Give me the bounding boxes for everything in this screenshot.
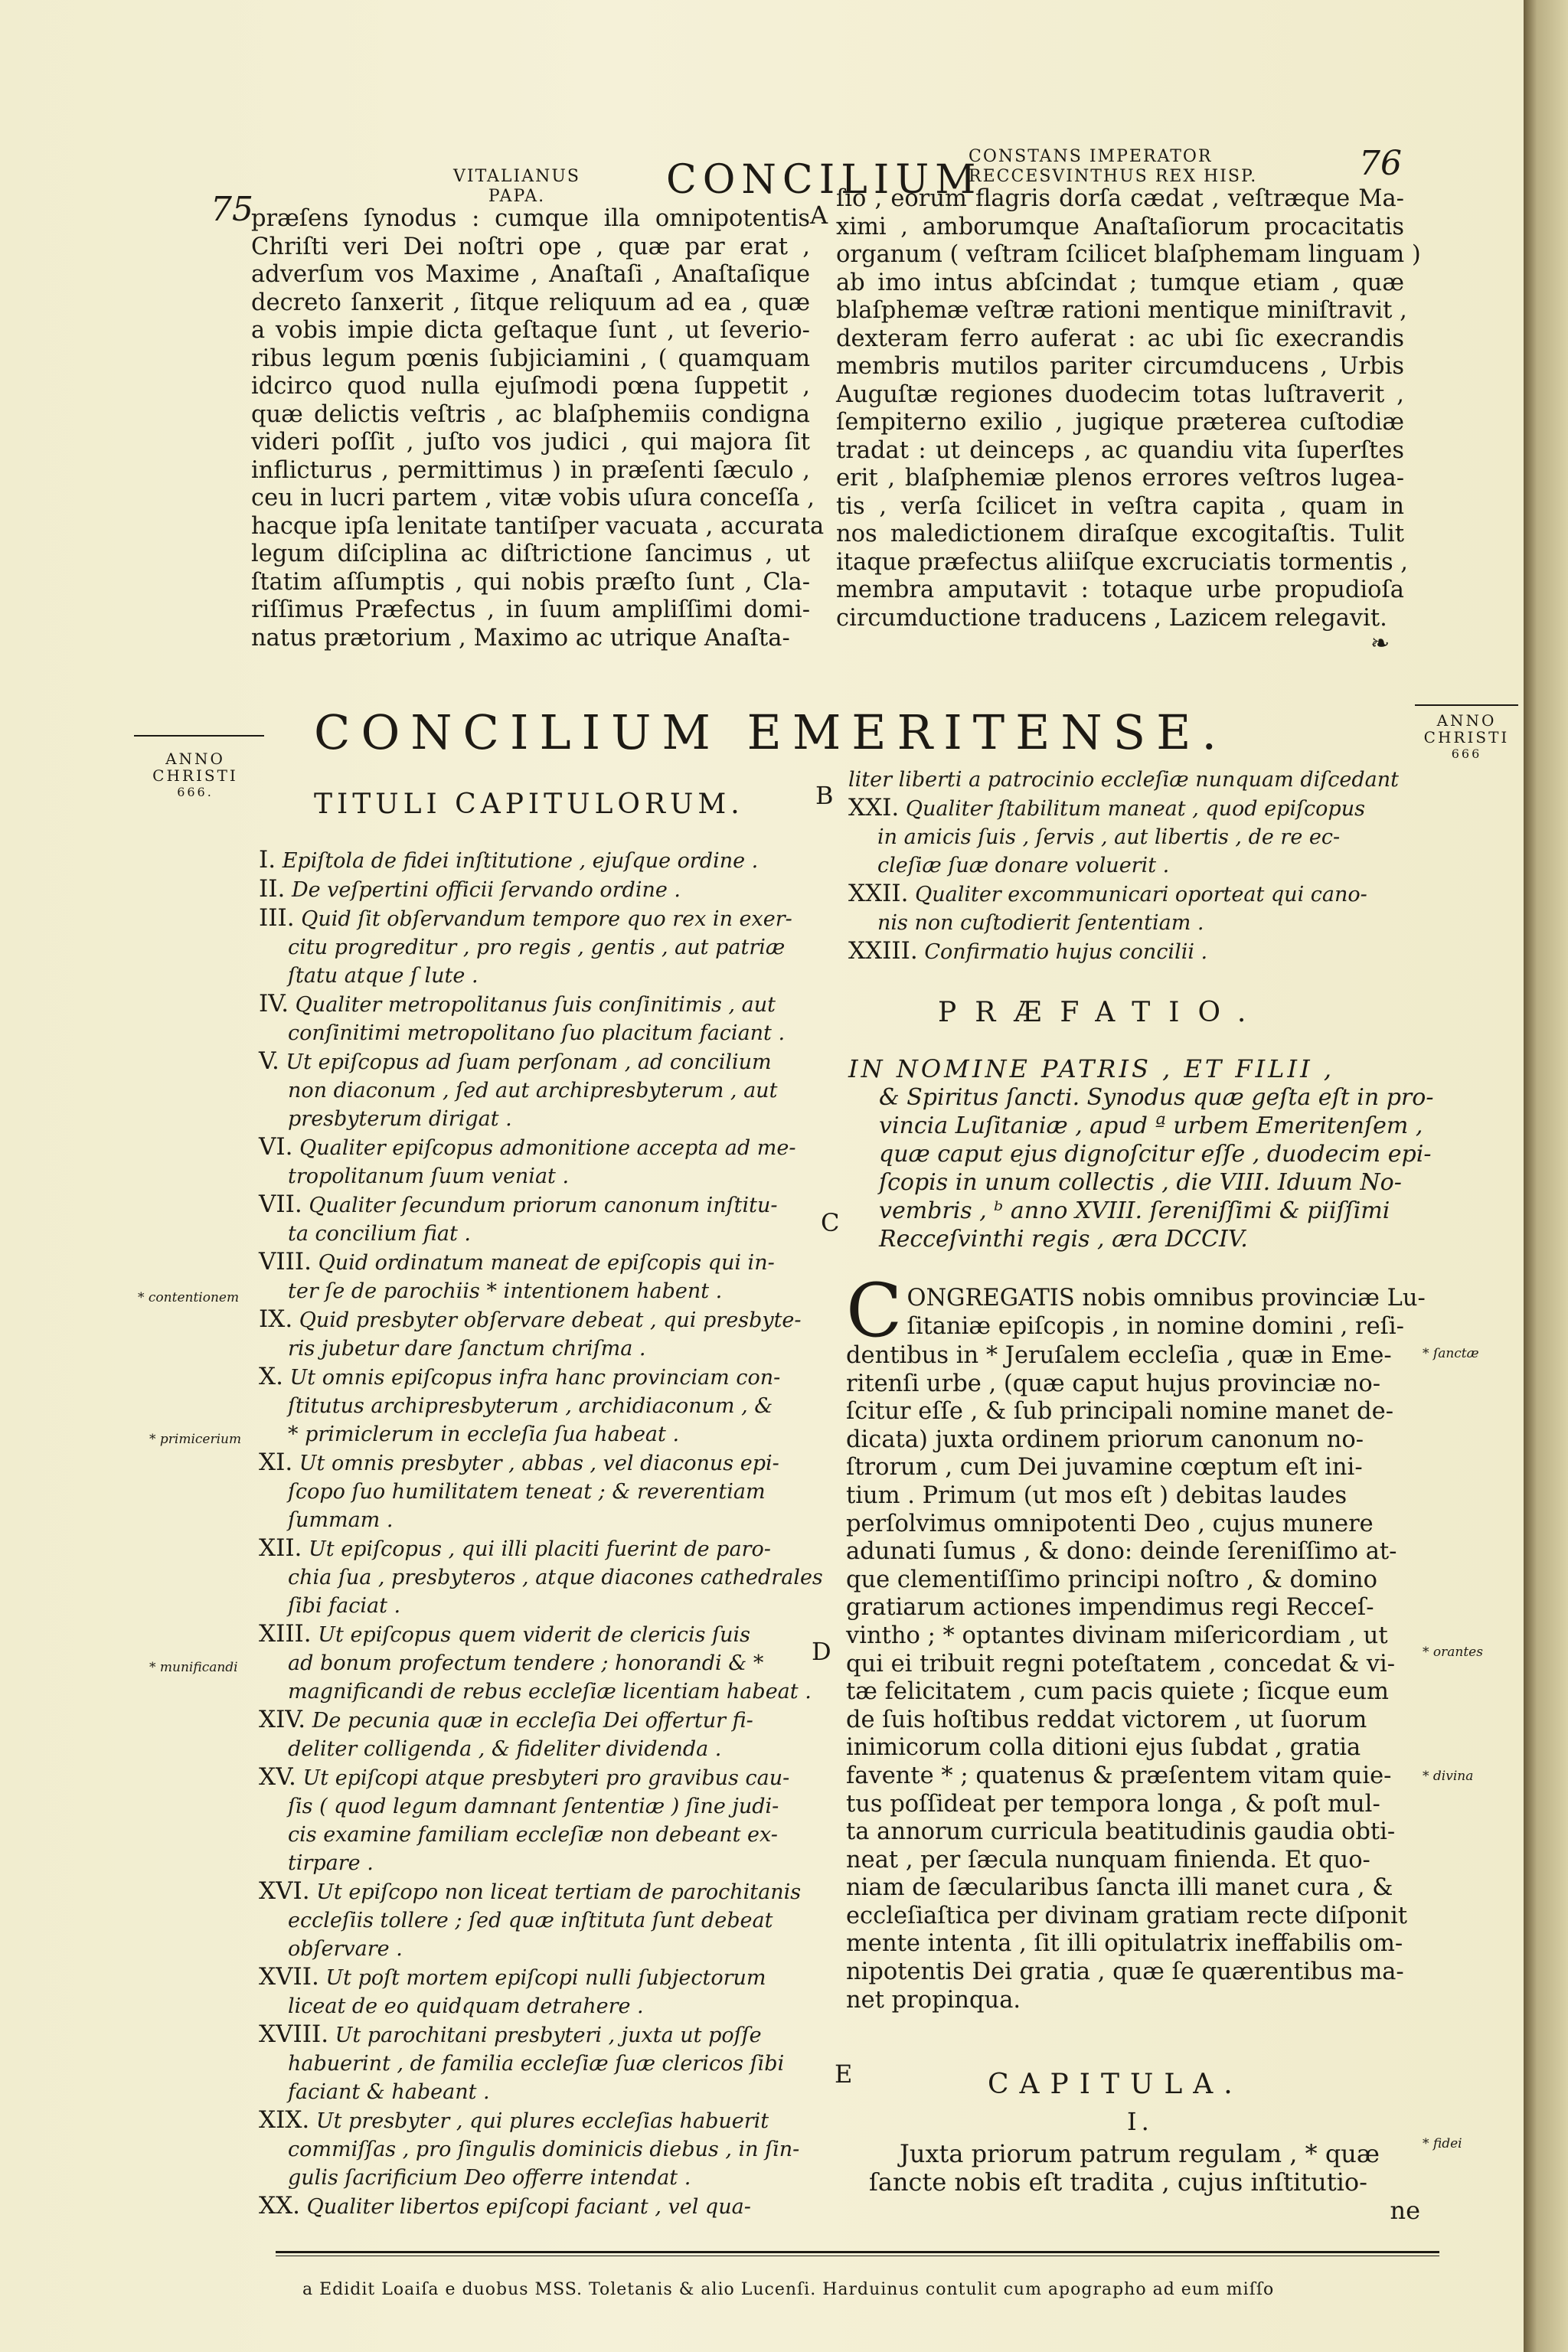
titulus-number: X. (259, 1363, 283, 1390)
titulus-text: Ut presbyter , qui plures eccleſias habuerit (315, 2109, 769, 2133)
titulus-item (259, 1706, 825, 1763)
titulus-number: VI. (259, 1133, 293, 1161)
titulus-text: Qualiter epiſcopus admonitione accepta ad me- (299, 1136, 796, 1160)
titulus-text: liter liberti a patrocinio eccleſiæ nunquam diſcedant (848, 768, 1399, 792)
titulus-line: conſinitimi metropolitano ſuo placitum faciant . (288, 1021, 786, 1045)
titulus-line (259, 1305, 825, 1334)
titulus-text: Epiſtola de fidei inſtitutione , ejuſque ordine . (282, 849, 759, 873)
titulus-line: * primiclerum in eccleſia ſua habeat . (288, 1423, 680, 1446)
titulus-text: Ut omnis presbyter , abbas , vel diaconus epi- (299, 1452, 779, 1475)
titulus-number: XV. (259, 1763, 296, 1791)
text-line: adverſum vos Maxime , Anaſtaſi , Anaſtaſique (251, 261, 810, 288)
titulus-item (259, 1963, 825, 2020)
margin-note: * munificandi (149, 1660, 238, 1675)
titulus-number: XX. (259, 2192, 300, 2220)
titulus-line (848, 766, 1430, 794)
titulus-text: Ut poſt mortem epiſcopi nulli ſubjectorum (325, 1966, 766, 1990)
titulus-item (848, 794, 1430, 880)
titulus-item (259, 2192, 825, 2221)
titulus-text: Qualiter ſtabilitum maneat , quod epiſcopus (905, 797, 1365, 821)
titulus-line: tirpare . (288, 1851, 374, 1875)
right-running-head (969, 147, 1257, 187)
body-first-line: ONGREGATIS nobis omnibus provinciæ Lu- (906, 1285, 1426, 1312)
praefatio-line: vembris , ᵇ anno XVIII. ſereniſſimi & piiſſimi (879, 1197, 1390, 1224)
titulus-line: nis non cuſtodierit ſententiam . (877, 911, 1204, 935)
text-line: ribus legum pœnis ſubjiciamini , ( quamquam (251, 345, 810, 372)
text-line: itaque præfectus aliiſque excruciatis tormentis , (836, 548, 1408, 576)
body-line: mente intenta , ſit illi opitulatrix ineffabilis om- (846, 1930, 1403, 1958)
tituli-heading: TITULI CAPITULORUM. (314, 789, 744, 820)
titulus-line (259, 1449, 825, 1478)
titulus-item (259, 1620, 825, 1706)
titulus-item (848, 937, 1430, 966)
titulus-item (848, 766, 1430, 794)
titulus-text: Ut epiſcopo non liceat tertiam de parochitanis (316, 1880, 802, 1904)
body-line: ſcitur eſſe , & ſub principali nomine manet de- (846, 1398, 1394, 1426)
titulus-text: Quid ſit obſervandum tempore quo rex in exer- (301, 907, 792, 931)
titulus-line (259, 1534, 825, 1563)
text-line: riſſimus Præfectus , in ſuum ampliſſimi domi- (251, 596, 810, 623)
titulus-number: XI. (259, 1449, 293, 1476)
capitula-heading: CAPITULA. (988, 2069, 1243, 2100)
facing-page-edge (1524, 0, 1568, 2352)
titulus-text: Ut epiſcopus quem viderit de clericis ſuis (318, 1623, 750, 1647)
titulus-item (259, 2106, 825, 2192)
titulus-line (259, 875, 825, 904)
titulus-line (259, 846, 825, 875)
titulus-line (259, 1963, 825, 1992)
tituli-list-right (848, 766, 1430, 966)
title-rule-left (134, 735, 264, 737)
titulus-text: Qualiter libertos epiſcopi faciant , vel qua- (306, 2195, 751, 2219)
body-line: inimicorum colla ditioni ejus ſubdat , gratia (846, 1734, 1361, 1762)
anno-line: CHRISTI (1423, 728, 1510, 746)
titulus-line: in amicis ſuis , ſervis , aut libertis , de re ec- (877, 825, 1341, 849)
header-title: CONCILIUM (666, 157, 982, 203)
titulus-text: Ut omnis epiſcopus infra hanc provinciam con- (289, 1366, 781, 1390)
titulus-item (259, 1763, 825, 1877)
titulus-text: Qualiter ſecundum priorum canonum inſtitu- (309, 1194, 778, 1217)
titulus-line (259, 904, 825, 933)
titulus-line (259, 1363, 825, 1392)
titulus-line (259, 1133, 825, 1162)
titulus-number: XXIII. (848, 937, 918, 965)
right-page-number: 76 (1359, 144, 1402, 183)
titulus-text: Ut epiſcopus , qui illi placiti fuerint de paro- (309, 1537, 771, 1561)
body-line: ritenſi urbe , (quæ caput hujus provinciæ no- (846, 1370, 1381, 1397)
titulus-line (259, 1706, 825, 1735)
praefatio-line: IN NOMINE PATRIS , ET FILII , (848, 1054, 1335, 1083)
body-text (846, 1342, 1443, 2014)
running-head-line: RECCESVINTHUS REX HISP. (969, 167, 1258, 186)
capitula-number: I. (1127, 2107, 1154, 2136)
titulus-item (259, 1877, 825, 1963)
titulus-line: ris jubetur dare ſanctum chriſma . (288, 1337, 646, 1361)
titulus-line (259, 990, 825, 1019)
text-line: blaſphemæ veſtræ rationi mentique miniſtravit , (836, 297, 1407, 324)
praefatio-line: quæ caput ejus dignoſcitur eſſe , duodecim epi- (879, 1141, 1432, 1168)
titulus-line: chia ſua , presbyteros , atque diacones cathedrales (288, 1566, 823, 1589)
left-running-head (440, 167, 593, 207)
text-line: tis , verſa ſcilicet in veſtra capita , quam in (836, 492, 1404, 520)
titulus-item (259, 1133, 825, 1191)
body-line: niam de ſæcularibus ſancta illi manet cura , & (846, 1874, 1393, 1902)
text-line: a vobis impie dicta geſtaque ſunt , ut ſeverio- (251, 317, 810, 344)
capitula-line: ne (1390, 2196, 1420, 2225)
body-line: dicata) juxta ordinem priorum canonum no- (846, 1426, 1364, 1453)
titulus-item (259, 846, 825, 875)
footnote-rule (276, 2251, 1439, 2253)
body-line: nipotentis Dei gratia , quæ ſe quærentibus ma- (846, 1958, 1404, 1986)
titulus-text: Ut epiſcopi atque presbyteri pro gravibus cau- (302, 1766, 790, 1790)
titulus-number: V. (259, 1047, 279, 1075)
titulus-item (259, 1191, 825, 1248)
margin-note: * ſanctæ (1423, 1346, 1479, 1361)
text-line: hacque ipſa lenitate tantiſper vacuata , accurata (251, 512, 825, 540)
titulus-text: Ut parochitani presbyteri , juxta ut poſſe (335, 2024, 762, 2047)
titulus-line: presbyterum dirigat . (288, 1107, 512, 1131)
body-line: gratiarum actiones impendimus regi Recceſ- (846, 1594, 1374, 1622)
titulus-line: ad bonum profectum tendere ; honorandi & * (288, 1651, 764, 1675)
body-line: tium . Primum (ut mos eſt ) debitas laudes (846, 1481, 1348, 1509)
titulus-line (259, 1620, 825, 1649)
anno-year: 666 (1451, 746, 1482, 761)
text-line: ſempiterno exilio , jugique præterea cuſtodiæ (836, 409, 1404, 436)
titulus-number: XIII. (259, 1620, 312, 1648)
title-rule-right (1415, 704, 1518, 706)
titulus-text: Qualiter excommunicari oporteat qui cano- (915, 883, 1367, 906)
drop-cap: C (846, 1268, 903, 1354)
titulus-number: IV. (259, 990, 289, 1018)
anno-line: CHRISTI (152, 766, 238, 785)
titulus-line (259, 1763, 825, 1792)
titulus-text: Confirmatio hujus concilii . (924, 940, 1208, 964)
titulus-item (259, 1047, 825, 1133)
titulus-text: Quid presbyter obſervare debeat , qui presbyte- (299, 1308, 802, 1332)
body-line: net propinqua. (846, 1986, 1021, 2014)
titulus-line (259, 1248, 825, 1277)
titulus-line (259, 1877, 825, 1906)
margin-note: * contentionem (138, 1290, 240, 1305)
main-title: CONCILIUM EMERITENSE. (314, 704, 1228, 760)
titulus-item (259, 990, 825, 1047)
running-head-line: PAPA. (488, 187, 546, 206)
titulus-number: IX. (259, 1305, 293, 1333)
body-line: de ſuis hoſtibus reddat victorem , ut ſuorum (846, 1706, 1367, 1733)
section-letter-d: D (812, 1637, 831, 1666)
text-line: membra amputavit : totaque urbe propudioſa (836, 577, 1404, 603)
text-line: ſtatim aſſumptis , qui nobis præſto ſunt , Cla- (251, 568, 810, 596)
body-line: vintho ; * optantes divinam miſericordiam , ut (846, 1622, 1388, 1649)
titulus-number: XXI. (848, 794, 900, 822)
titulus-line: faciant & habeant . (288, 2080, 490, 2104)
titulus-line: ſcopo ſuo humilitatem teneat ; & reverentiam (288, 1480, 766, 1504)
titulus-line: deliter colligenda , & fideliter dividenda . (288, 1737, 722, 1761)
titulus-line: ſtatu atque ſ lute . (288, 964, 479, 988)
text-line: circumductione traducens , Lazicem relegavit. (836, 604, 1387, 632)
left-page-number: 75 (211, 190, 253, 229)
titulus-line: commiſſas , pro ſingulis dominicis diebus , in ſin- (288, 2138, 800, 2161)
titulus-line: tropolitanum ſuum veniat . (288, 1165, 570, 1188)
section-letter-b: B (815, 781, 834, 810)
body-line: ta annorum curricula beatitudinis gaudia obti- (846, 1818, 1396, 1846)
titulus-line (848, 937, 1430, 966)
text-line: erit , blaſphemiæ plenos errores veſtros lugea- (836, 465, 1404, 492)
text-line: nos maledictionem diraſque excogitaſtis. Tulit (836, 521, 1404, 547)
tituli-list-left (259, 846, 825, 2221)
praefatio-heading: PRÆFATIO. (938, 997, 1265, 1028)
titulus-number: I. (259, 846, 276, 874)
text-line: natus prætorium , Maximo ac utrique Anaſta- (251, 624, 790, 652)
text-line: ceu in lucri partem , vitæ vobis uſura conceſſa , (251, 485, 815, 511)
text-line: ab imo intus abſcindat ; tumque etiam , quæ (836, 269, 1404, 296)
titulus-line: obſervare . (288, 1937, 403, 1961)
body-line: favente * ; quatenus & præſentem vitam quie- (846, 1762, 1392, 1789)
titulus-line (259, 2192, 825, 2221)
text-line: Auguſtæ regiones duodecim totas luſtraverit , (836, 381, 1404, 408)
titulus-number: XIV. (259, 1706, 306, 1733)
body-line: perſolvimus omnipotenti Deo , cujus munere (846, 1510, 1374, 1537)
text-line: legum diſciplina ac diſtrictione ſancimus , ut (251, 541, 810, 567)
titulus-item (259, 2020, 825, 2106)
text-line: ſio , eorum flagris dorſa cædat , veſtræque Ma- (836, 185, 1404, 212)
titulus-line: habuerint , de familia eccleſiæ ſuæ clericos ſibi (288, 2052, 785, 2076)
margin-note: * primicerium (149, 1432, 242, 1447)
capitula-line: ſancte nobis eſt tradita , cujus inſtitutio- (869, 2167, 1367, 2197)
praefatio-line: ſcopis in unum collectis , die VIII. Iduum No- (879, 1169, 1402, 1196)
titulus-line (259, 2020, 825, 2050)
titulus-line: ſtitutus archipresbyterum , archidiaconum , & (288, 1394, 773, 1418)
titulus-item (259, 875, 825, 904)
titulus-item (259, 1305, 825, 1363)
titulus-line: ſibi faciat . (288, 1594, 401, 1618)
top-left-column (251, 205, 825, 652)
margin-note: * divina (1423, 1769, 1474, 1784)
body-line: que clementiſſimo principi noſtro , & domino (846, 1566, 1378, 1593)
text-line: inflicturus , permittimus ) in præſenti ſæculo , (251, 456, 810, 484)
anno-christi-left (138, 750, 253, 801)
anno-line: ANNO (1436, 711, 1497, 730)
capitula-text (869, 2140, 1436, 2225)
body-line: qui ei tribuit regni poteſtatem , concedat & vi- (846, 1650, 1396, 1677)
fleuron-ornament: ❧ (1370, 630, 1390, 657)
titulus-text: Qualiter metropolitanus ſuis conſinitimis , aut (295, 993, 776, 1017)
praefatio-text (848, 1055, 1446, 1253)
titulus-line (848, 880, 1430, 909)
text-line: idcirco quod nulla ejuſmodi pœna ſuppetit , (251, 373, 810, 400)
titulus-line (848, 794, 1430, 823)
footnote: a Edidit Loaiſa e duobus MSS. Toletanis & alio Lucenſi. Harduinus contulit cum apographo ad eum miſſo (302, 2280, 1275, 2299)
titulus-item (259, 904, 825, 990)
titulus-line: ter ſe de parochiis * intentionem habent . (288, 1279, 723, 1303)
titulus-line: eccleſiis tollere ; ſed quæ inſtituta ſunt debeat (288, 1909, 773, 1932)
body-line: ſtrorum , cum Dei juvamine cœptum eſt ini- (846, 1454, 1363, 1481)
praefatio-line: & Spiritus ſancti. Synodus quæ geſta eſt in pro- (879, 1084, 1434, 1111)
titulus-number: VII. (259, 1191, 302, 1218)
titulus-number: VIII. (259, 1248, 312, 1276)
section-letter-c: C (821, 1208, 840, 1237)
titulus-item (259, 1449, 825, 1534)
running-head-line: VITALIANUS (453, 167, 580, 186)
anno-line: ANNO (165, 750, 225, 768)
anno-christi-right (1415, 712, 1518, 763)
titulus-item (848, 880, 1430, 937)
titulus-item (259, 1248, 825, 1305)
titulus-line: liceat de eo quidquam detrahere . (288, 1994, 644, 2018)
titulus-text: De pecunia quæ in eccleſia Dei offertur fi- (312, 1709, 753, 1733)
running-head-line: CONSTANS IMPERATOR (969, 147, 1213, 166)
text-line: dexteram ferro auferat : ac ubi ſic execrandis (836, 325, 1404, 352)
titulus-number: XVIII. (259, 2020, 329, 2048)
text-line: ximi , amborumque Anaſtaſiorum procacitatis (836, 213, 1404, 240)
titulus-line: magnificandi de rebus eccleſiæ licentiam habeat . (288, 1680, 812, 1704)
titulus-line (259, 1047, 825, 1076)
titulus-number: XIX. (259, 2106, 310, 2134)
titulus-number: III. (259, 904, 295, 932)
titulus-text: Ut epiſcopus ad ſuam perſonam , ad concilium (286, 1050, 772, 1074)
text-line: videri poſſit , juſto vos judici , qui majora ſit (251, 429, 810, 456)
body-line: tæ felicitatem , cum pacis quiete ; ſicque eum (846, 1678, 1389, 1706)
titulus-line (259, 2106, 825, 2135)
body-line: dentibus in * Jeruſalem eccleſia , quæ in Eme- (846, 1342, 1392, 1369)
titulus-number: XVII. (259, 1963, 319, 1991)
titulus-line: ſis ( quod legum damnant ſententiæ ) ſine judi- (288, 1795, 779, 1818)
titulus-text: De veſpertini officii ſervando ordine . (291, 878, 681, 902)
body-line: eccleſiaſtica per divinam gratiam recte diſponit (846, 1902, 1407, 1929)
titulus-line: cleſiæ ſuæ donare voluerit . (877, 854, 1170, 877)
body-line: neat , per ſæcula nunquam finienda. Et quo- (846, 1846, 1370, 1873)
titulus-item (259, 1534, 825, 1620)
titulus-line: cis examine familiam eccleſiæ non debeant ex- (288, 1823, 778, 1847)
titulus-number: XVI. (259, 1877, 310, 1905)
text-line: decreto ſanxerit , ſitque reliquum ad ea , quæ (251, 289, 810, 316)
titulus-text: Quid ordinatum maneat de epiſcopis qui in- (318, 1251, 775, 1275)
text-line: Chriſti veri Dei noſtri ope , quæ par erat , (251, 233, 810, 260)
titulus-line: ta concilium fiat . (288, 1222, 472, 1246)
section-letter-e: E (835, 2060, 853, 2089)
praefatio-line: vincia Luſitaniæ , apud ª urbem Emeritenſem , (879, 1112, 1423, 1139)
titulus-line: citu progreditur , pro regis , gentis , aut patriæ (288, 936, 786, 959)
body-line: ſitaniæ epiſcopis , in nomine domini , reſi- (906, 1312, 1404, 1340)
titulus-number: XII. (259, 1534, 302, 1562)
body-line: tus poſſideat per tempora longa , & poſt mul- (846, 1790, 1380, 1818)
praefatio-line: Recceſvinthi regis , æra DCCIV. (879, 1226, 1248, 1253)
titulus-line (259, 1191, 825, 1220)
text-line: organum ( veſtram ſcilicet blaſphemam linguam ) (836, 241, 1421, 268)
body-block (846, 1268, 1443, 1354)
margin-note: * fidei (1423, 2136, 1462, 2151)
titulus-item (259, 1363, 825, 1449)
text-line: tradat : ut deinceps , ac quandiu vita ſuperſtes (836, 436, 1404, 464)
titulus-line: non diaconum , ſed aut archipresbyterum , aut (288, 1079, 778, 1102)
titulus-number: XXII. (848, 880, 909, 907)
text-line: quæ delictis veſtris , ac blaſphemiis condigna (251, 400, 810, 428)
text-line: membris mutilos pariter circumducens , Urbis (836, 353, 1404, 380)
capitula-line: Juxta priorum patrum regulam , * quæ (900, 2139, 1380, 2168)
top-right-column (836, 185, 1421, 632)
titulus-line: ſummam . (288, 1508, 394, 1532)
titulus-number: II. (259, 875, 286, 903)
body-line: adunati ſumus , & dono: deinde ſereniſſimo at- (846, 1538, 1397, 1566)
margin-note: * orantes (1423, 1645, 1483, 1660)
section-letter-a: A (810, 201, 828, 230)
anno-year: 666. (177, 785, 214, 799)
text-line: præſens ſynodus : cumque illa omnipotentis (251, 205, 810, 232)
titulus-line: gulis ſacrificium Deo offerre intendat . (288, 2166, 691, 2190)
